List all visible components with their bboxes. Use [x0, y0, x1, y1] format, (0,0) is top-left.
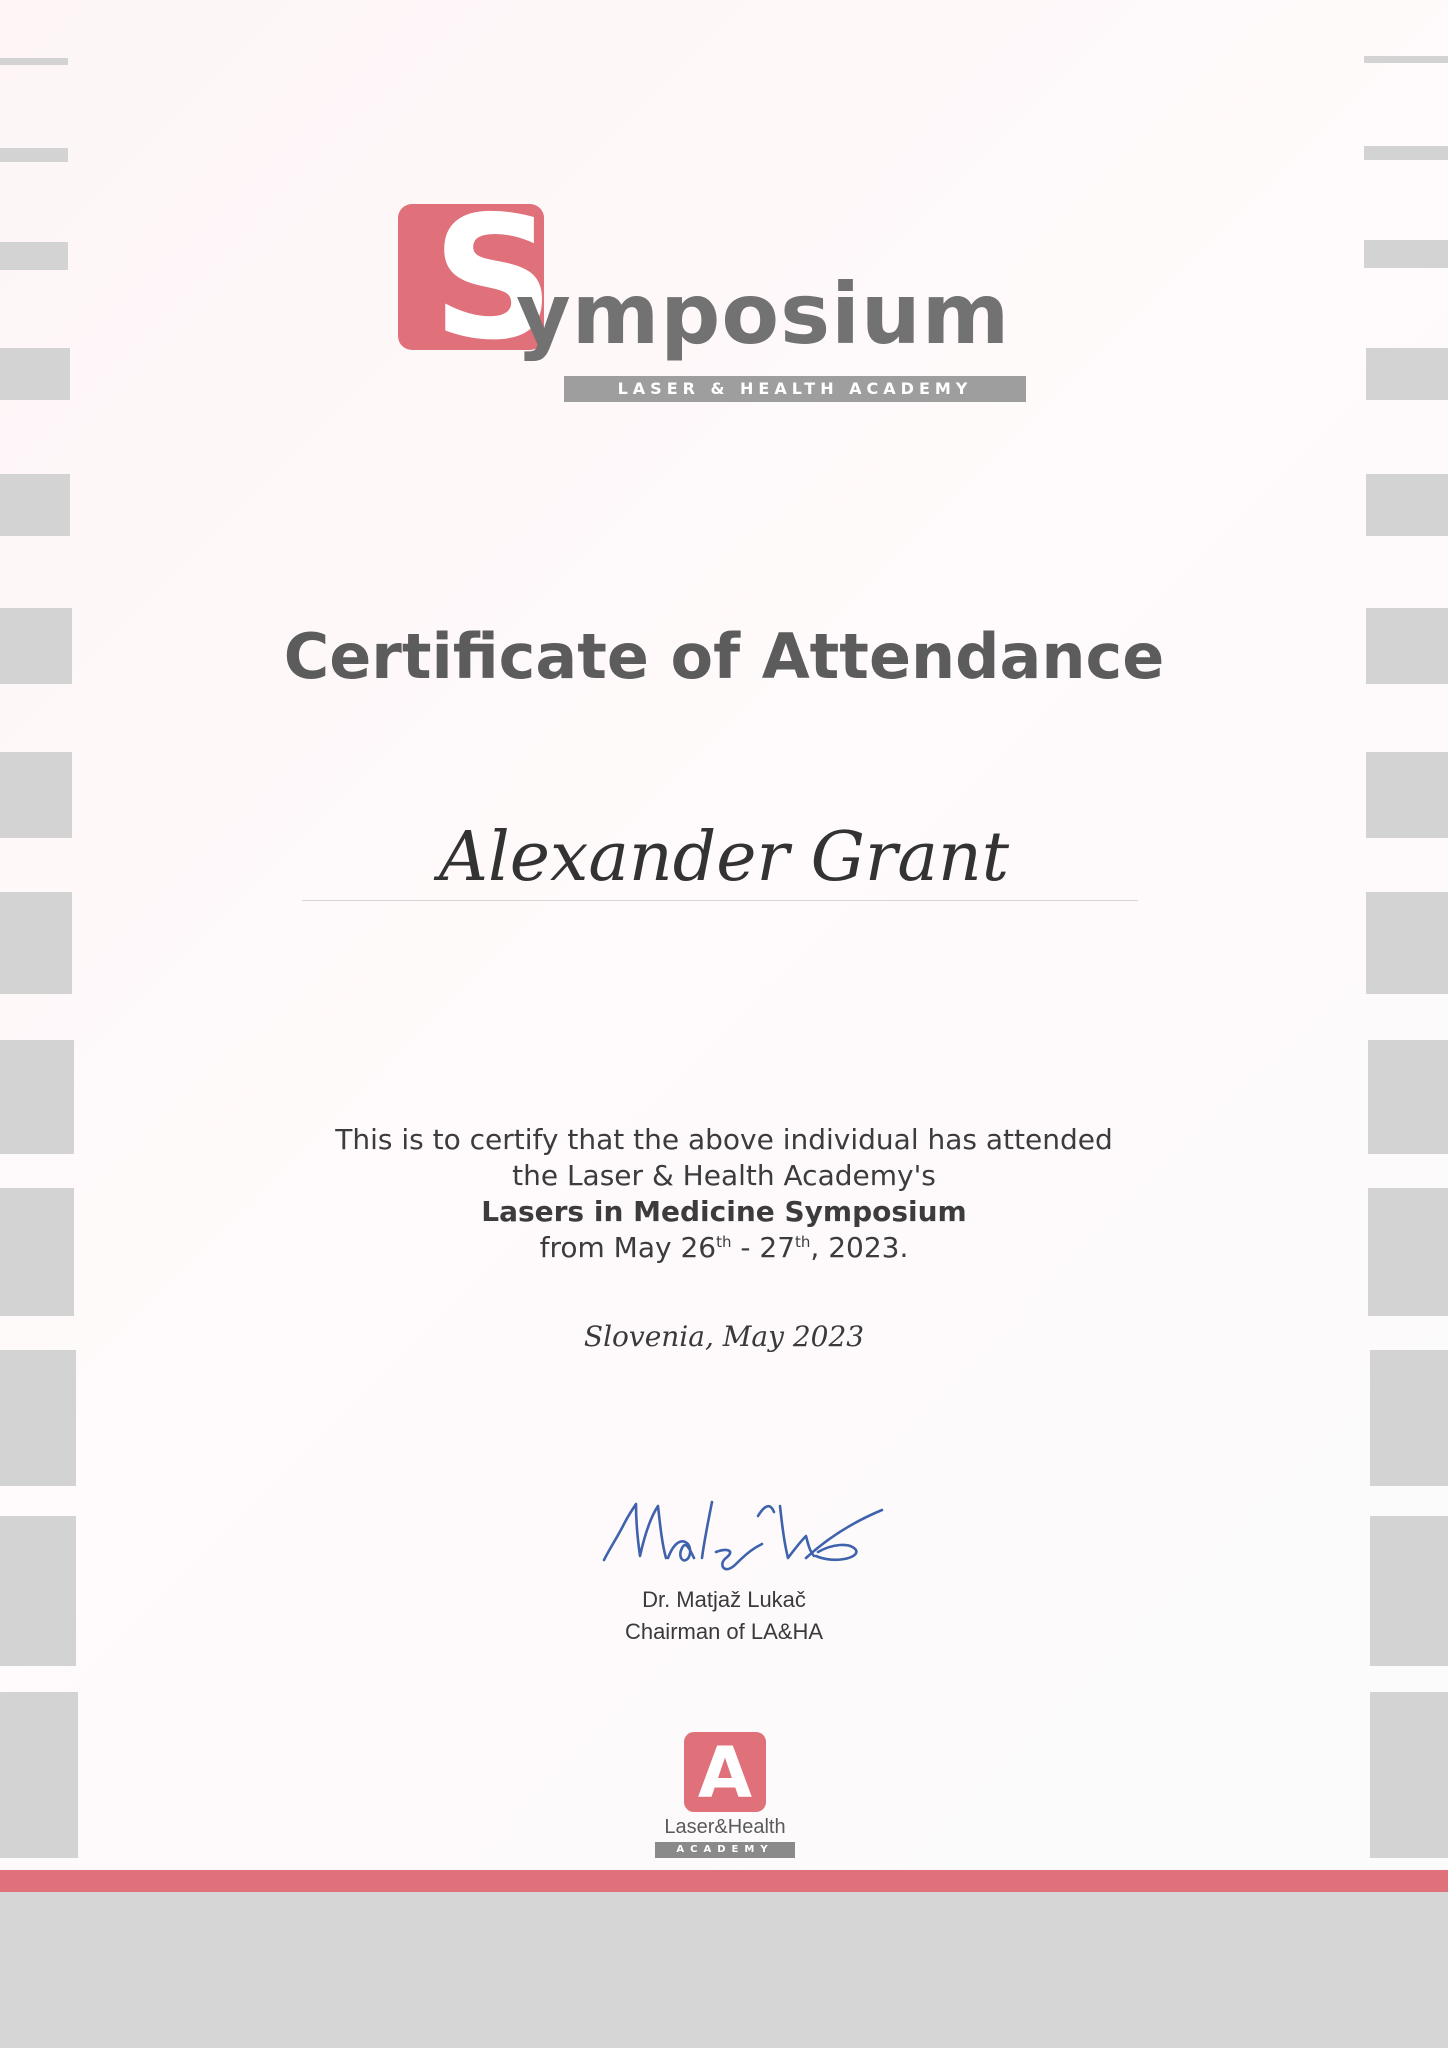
left-border-decoration [0, 0, 80, 1860]
bottom-accent-stripe [0, 1870, 1448, 1892]
logo-s-letter: S [432, 180, 555, 378]
signatory-name: Dr. Matjaž Lukač [642, 1587, 806, 1612]
handwritten-signature [598, 1472, 888, 1592]
right-border-decoration [1368, 0, 1448, 1860]
bottom-gray-band [0, 1892, 1448, 2048]
academy-logo-letter: A [697, 1732, 753, 1814]
event-dates: from May 26th - 27th, 2023. [539, 1231, 909, 1264]
signatory-role: Chairman of LA&HA [624, 1619, 824, 1644]
recipient-name: Alexander Grant [438, 818, 1010, 897]
symposium-logo [398, 180, 1030, 404]
event-name: Lasers in Medicine Symposium [481, 1195, 967, 1228]
certification-statement [0, 1122, 1448, 1266]
certificate-title: Certificate of Attendance [283, 620, 1165, 693]
place-and-date: Slovenia, May 2023 [583, 1320, 865, 1353]
logo-wordmark: ymposium [516, 265, 1011, 363]
statement-line-1: This is to certify that the above individual has attended [335, 1123, 1113, 1156]
name-underline [302, 900, 1138, 901]
logo-subline: LASER & HEALTH ACADEMY [564, 376, 1026, 402]
academy-logo-text: Laser&Health [664, 1816, 786, 1838]
academy-logo-subline: ACADEMY [655, 1842, 795, 1858]
statement-line-2: the Laser & Health Academy's [512, 1159, 936, 1192]
academy-logo [650, 1732, 800, 1862]
signatory-block [0, 1584, 1448, 1648]
